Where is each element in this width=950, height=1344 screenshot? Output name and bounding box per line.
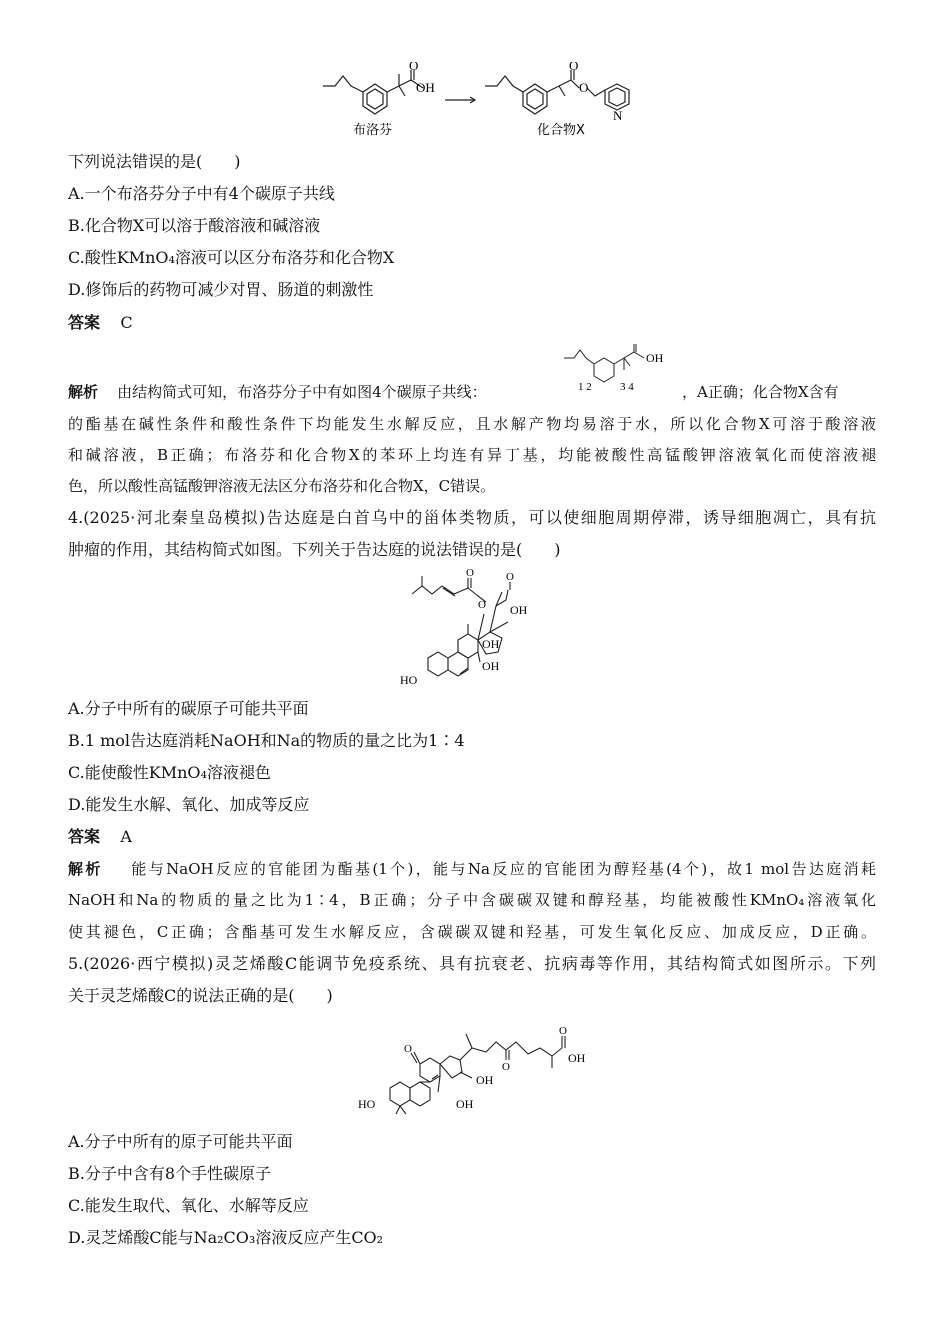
q3-stem: 下列说法错误的是( ): [68, 152, 241, 171]
ibuprofen-reaction-figure: [315, 62, 645, 140]
inline-numbers-1: 1 2: [578, 381, 592, 392]
gaodating-svg: [398, 566, 568, 696]
o-label-3: O: [559, 1025, 567, 1037]
o-label-1: O: [466, 567, 474, 579]
oh-label-3: OH: [568, 1051, 586, 1065]
q5-stem-line-2: 关于灵芝烯酸C的说法正确的是( ): [68, 986, 333, 1005]
q3-option-b: B.化合物X可以溶于酸溶液和碱溶液: [68, 216, 321, 235]
q4-stem-line-1: 4.(2025·河北秦皇岛模拟)告达庭是白首乌中的甾体类物质，可以使细胞周期停滞，诱导细胞凋亡，具有抗: [68, 508, 876, 527]
q4-stem-line-2: 肿瘤的作用，其结构简式如图。下列关于告达庭的说法错误的是( ): [68, 540, 561, 559]
q4-analysis-line-3: 使其褪色，C正确；含酯基可发生水解反应，含碳碳双键和羟基，可发生氧化反应、加成反应，D正确。: [68, 923, 876, 941]
ester-o-label: O: [579, 80, 589, 95]
q3-analysis-line-1: [68, 382, 487, 402]
oh-label-2: OH: [476, 1073, 494, 1087]
inline-oh-label: OH: [646, 351, 664, 365]
n-label: N: [613, 108, 623, 123]
q5-option-c: C.能发生取代、氧化、水解等反应: [68, 1196, 309, 1215]
analysis-label: 解析: [68, 383, 99, 401]
analysis-text: 能与NaOH反应的官能团为酯基(1个)，能与Na反应的官能团为醇羟基(4个)，故1 mol告达庭消耗: [131, 860, 876, 878]
q3-inline-structure: [560, 344, 680, 392]
q4-option-c: C.能使酸性KMnO₄溶液褪色: [68, 763, 271, 782]
ganoderenic-acid-structure-figure: [356, 1012, 596, 1122]
q3-option-d: D.修饰后的药物可减少对胃、肠道的刺激性: [68, 280, 374, 299]
q5-option-d: D.灵芝烯酸C能与Na₂CO₃溶液反应产生CO₂: [68, 1228, 384, 1247]
q4-answer: [68, 827, 132, 847]
o-label-1: O: [404, 1043, 412, 1055]
q4-option-a: A.分子中所有的碳原子可能共平面: [68, 699, 309, 718]
ganoderenic-acid-svg: [356, 1012, 596, 1122]
q5-option-b: B.分子中含有8个手性碳原子: [68, 1164, 272, 1183]
q4-analysis-line-2: NaOH和Na的物质的量之比为1∶4，B正确；分子中含碳碳双键和醇羟基，均能被酸性KMnO₄溶液氧化: [68, 891, 876, 909]
oh-label-1: OH: [482, 637, 500, 651]
gaodating-structure-figure: [398, 566, 568, 696]
answer-label: 答案: [68, 827, 101, 846]
compound-x-label: 化合物X: [537, 123, 585, 138]
q3-analysis-line-1-cont: ，A正确；化合物X含有: [682, 383, 839, 401]
ho-label: HO: [400, 673, 418, 687]
answer-label: 答案: [68, 313, 101, 332]
oh-label-2: OH: [482, 659, 500, 673]
reaction-scheme-svg: [315, 62, 645, 140]
q4-option-d: D.能发生水解、氧化、加成等反应: [68, 795, 310, 814]
oh-label-3: OH: [510, 603, 528, 617]
q4-option-b: B.1 mol告达庭消耗NaOH和Na的物质的量之比为1∶4: [68, 731, 465, 750]
o-label-2: O: [478, 599, 486, 611]
q3-analysis-line-3: 和碱溶液，B正确；布洛芬和化合物X的苯环上均连有异丁基，均能被酸性高锰酸钾溶液氧化而使溶液褪: [68, 446, 876, 464]
q3-analysis-line-4: 色，所以酸性高锰酸钾溶液无法区分布洛芬和化合物X，C错误。: [68, 477, 496, 495]
o-label-2: O: [502, 1061, 510, 1073]
oh-label: OH: [416, 80, 435, 95]
q4-analysis-line-1: [68, 859, 876, 879]
q5-option-a: A.分子中所有的原子可能共平面: [68, 1132, 293, 1151]
o-label: O: [409, 62, 419, 73]
ibuprofen-label: 布洛芬: [353, 123, 393, 138]
q3-option-c: C.酸性KMnO₄溶液可以区分布洛芬和化合物X: [68, 248, 395, 267]
q3-analysis-line-2: 的酯基在碱性条件和酸性条件下均能发生水解反应，且水解产物均易溶于水，所以化合物X可溶于酸溶液: [68, 415, 876, 433]
inline-structure-svg: [560, 344, 680, 392]
analysis-text: 由结构简式可知，布洛芬分子中有如图4个碳原子共线：: [117, 383, 487, 401]
inline-numbers-2: 3 4: [620, 381, 634, 392]
q3-option-a: A.一个布洛芬分子中有4个碳原子共线: [68, 184, 335, 203]
o-label-2: O: [569, 62, 579, 73]
analysis-label: 解析: [68, 860, 103, 878]
oh-label-1: OH: [456, 1097, 474, 1111]
answer-value: C: [120, 313, 133, 332]
ho-label: HO: [358, 1097, 376, 1111]
o-label-3: O: [506, 571, 514, 583]
q3-answer: [68, 313, 133, 333]
answer-value: A: [120, 827, 132, 846]
q5-stem-line-1: 5.(2026·西宁模拟)灵芝烯酸C能调节免疫系统、具有抗衰老、抗病毒等作用，其结构简式如图所示。下列: [68, 954, 876, 973]
